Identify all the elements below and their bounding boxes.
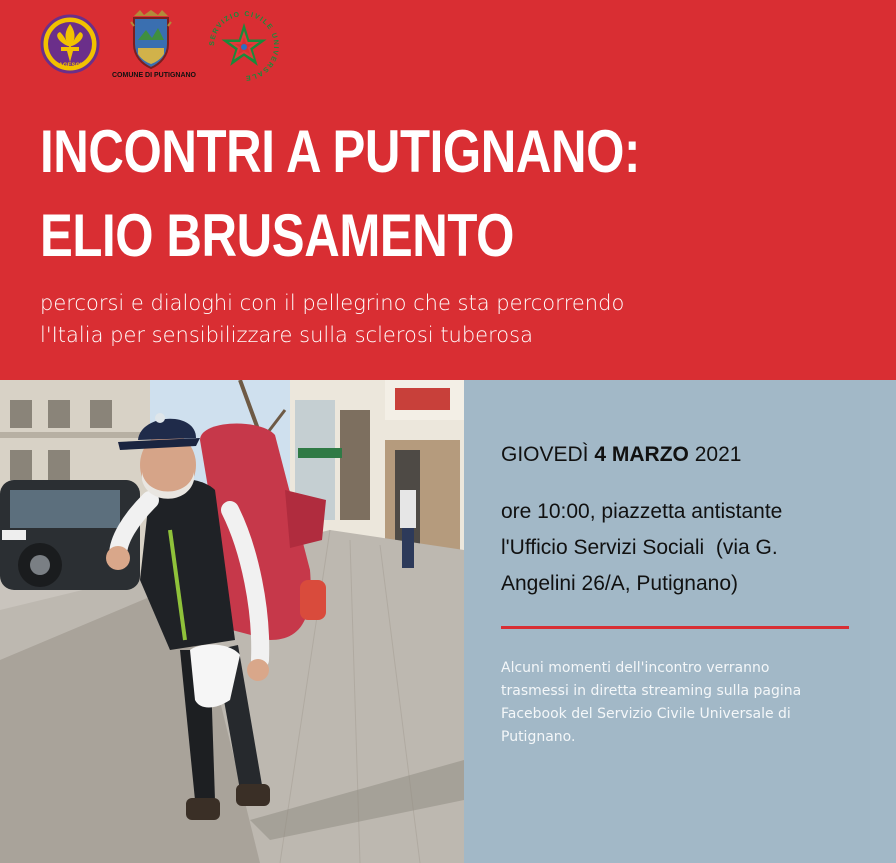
- scu-logo-text: SERVIZIO CIVILE UNIVERSALE: [208, 10, 280, 82]
- page-title: [40, 110, 640, 278]
- note-line-3: Facebook del Servizio Civile Universale di: [501, 706, 791, 722]
- event-year: 2021: [694, 443, 742, 466]
- title-line-2: ELIO BRUSAMENTO: [40, 202, 515, 269]
- subtitle-line-2: l'Italia per sensibilizzare sulla sclerosi tuberosa: [40, 323, 533, 347]
- subtitle-line-1: percorsi e dialoghi con il pellegrino che sta percorrendo: [40, 291, 625, 315]
- event-date-bold: 4 MARZO: [594, 443, 689, 466]
- event-date: [501, 443, 741, 467]
- comune-logo-caption: COMUNE DI PUTIGNANO: [112, 72, 196, 79]
- event-day: GIOVEDÌ: [501, 443, 589, 466]
- header-panel: [0, 0, 896, 380]
- note-line-2: trasmessi in diretta streaming sulla pagina: [501, 683, 802, 699]
- pilgrim-with-backpack-photo: [0, 380, 464, 863]
- note-line-1: Alcuni momenti dell'incontro verranno: [501, 660, 770, 676]
- agesci-fleur-de-lis-logo: [40, 10, 100, 80]
- event-place: [501, 494, 881, 602]
- note-line-4: Putignano.: [501, 729, 576, 745]
- agesci-logo-text: AGESCI: [58, 63, 82, 69]
- event-place-line-3: Angelini 26/A, Putignano): [501, 572, 738, 595]
- title-line-1: INCONTRI A PUTIGNANO:: [40, 118, 640, 185]
- servizio-civile-universale-logo: [208, 10, 280, 82]
- event-place-line-1: ore 10:00, piazzetta antistante: [501, 500, 783, 523]
- streaming-note: [501, 657, 871, 749]
- divider: [501, 626, 849, 629]
- event-place-line-2: l'Ufficio Servizi Sociali (via G.: [501, 536, 778, 559]
- comune-coat-of-arms-logo: [128, 10, 174, 70]
- event-info-panel: [464, 380, 896, 863]
- subtitle: [40, 287, 860, 351]
- pilgrim-photo: [0, 380, 464, 863]
